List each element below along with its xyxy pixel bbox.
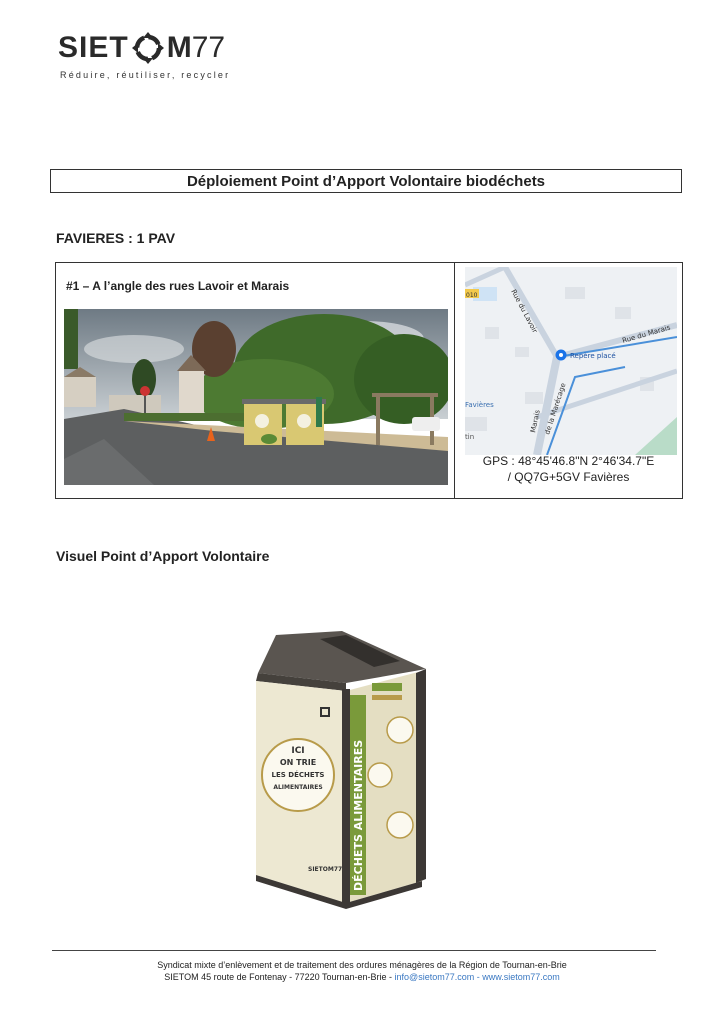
- map-label-rue-lavoir: Rue du Lavoir: [509, 288, 539, 335]
- site-map: [465, 267, 677, 455]
- logo-tagline: Réduire, réutiliser, recycler: [60, 70, 231, 80]
- site-card: [55, 262, 683, 499]
- map-label-partial-left: tin: [465, 433, 475, 441]
- footer-address: SIETOM 45 route de Fontenay - 77220 Tournan-en-Brie -: [164, 972, 395, 982]
- map-label-town: Favières: [465, 401, 494, 409]
- section-heading-visuel: Visuel Point d’Apport Volontaire: [56, 548, 270, 564]
- pav-text-ici: ICI: [291, 746, 305, 756]
- footer-line-2: [0, 972, 724, 982]
- pav-brand: SIETOM77: [308, 866, 343, 873]
- map-illustration: [465, 267, 677, 455]
- pav-text-alimentaires: ALIMENTAIRES: [273, 784, 323, 791]
- gps-line-1: GPS : 48°45'46.8"N 2°46'34.7"E: [482, 454, 655, 468]
- map-label-rue-marais: Rue du Marais: [621, 323, 672, 345]
- gps-coordinates: [455, 453, 682, 485]
- pav-side-title: DÉCHETS ALIMENTAIRES: [352, 739, 365, 891]
- site-photo-illustration: [64, 309, 448, 485]
- pav-bin-illustration: [250, 625, 430, 915]
- logo-text-siet: SIET: [58, 31, 129, 64]
- footer-line-1: Syndicat mixte d’enlèvement et de traitement des ordures ménagères de la Région de Tournan-en-Brie: [157, 960, 567, 970]
- site-card-right: [455, 263, 682, 498]
- site-photo: [64, 309, 448, 485]
- map-label-place: Repère placé: [570, 352, 616, 360]
- gps-line-2: / QQ7G+5GV Favières: [507, 470, 630, 484]
- footer-divider: [52, 950, 656, 951]
- footer-separator: -: [474, 972, 483, 982]
- section-heading-favieres: FAVIERES : 1 PAV: [56, 230, 176, 246]
- pav-visual: [250, 625, 430, 915]
- site-label: #1 – A l’angle des rues Lavoir et Marais: [66, 279, 290, 293]
- recycle-arrows-icon: [131, 31, 165, 65]
- page-title: Déploiement Point d’Apport Volontaire biodéchets: [50, 169, 682, 193]
- site-card-left: [56, 263, 455, 498]
- logo-text-77: 77: [191, 31, 226, 64]
- pav-text-on-trie: ON TRIE: [279, 758, 317, 767]
- logo-text-m: M: [166, 31, 192, 64]
- logo: [58, 28, 230, 80]
- footer-email-link[interactable]: info@sietom77.com: [394, 972, 475, 982]
- pav-text-les-dechets: LES DÉCHETS: [271, 771, 325, 779]
- map-label-marais: Marais: [529, 409, 542, 434]
- footer-website-link[interactable]: www.sietom77.com: [482, 972, 560, 982]
- map-label-marecage: de la Marécage: [543, 382, 568, 436]
- map-label-partial-top: 010: [466, 292, 478, 299]
